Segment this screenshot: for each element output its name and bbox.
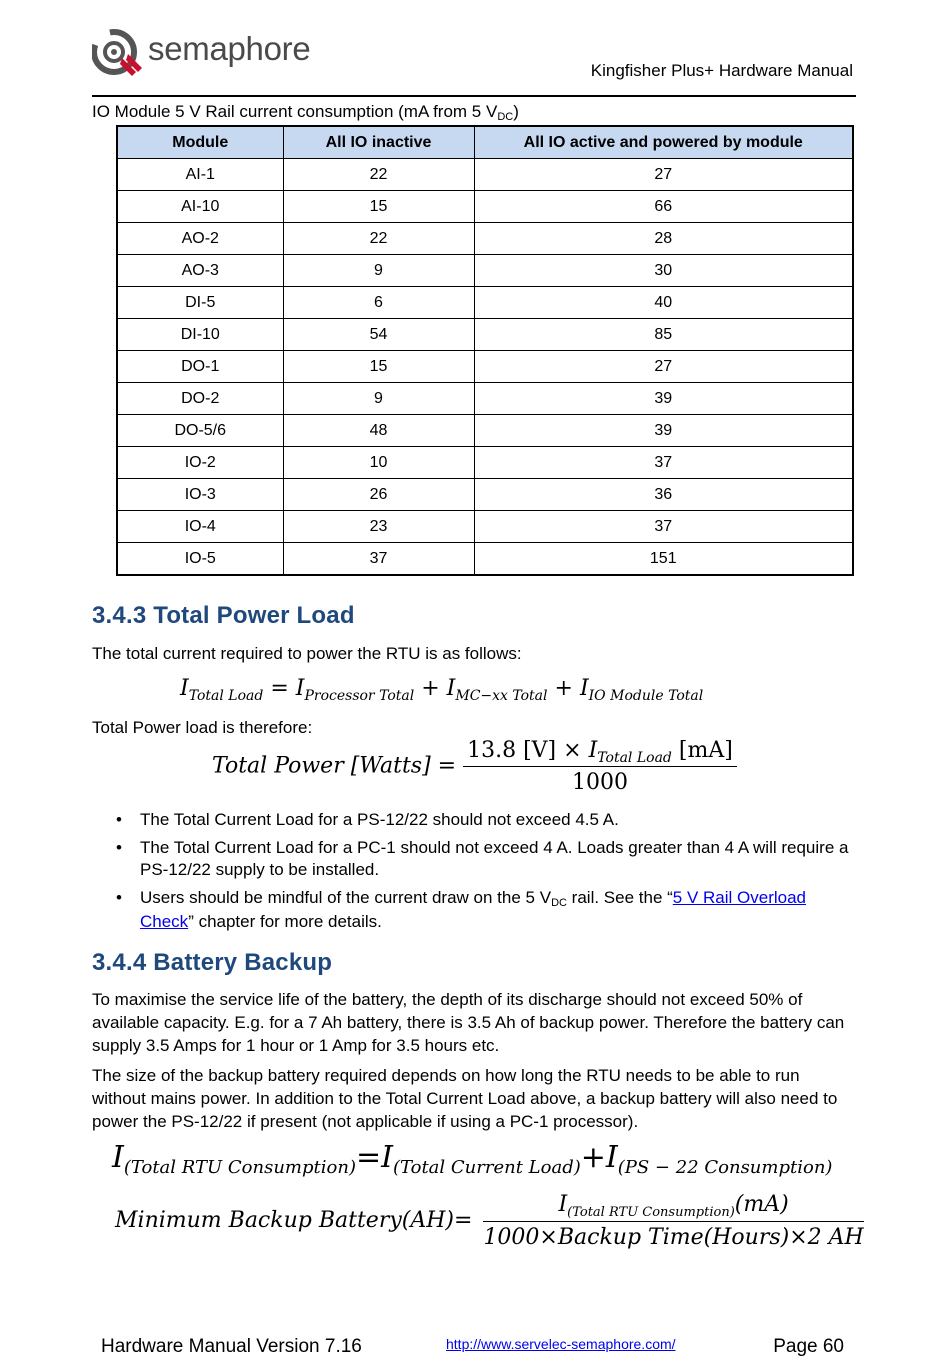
cell-module: AO-2: [117, 223, 283, 255]
cell-inactive: 26: [283, 479, 474, 511]
table-row: [117, 159, 853, 191]
table-row: [117, 543, 853, 576]
cell-module: DI-10: [117, 319, 283, 351]
cell-active: 40: [474, 287, 853, 319]
table-header-row: [117, 126, 853, 159]
overload-check-link[interactable]: 5 V Rail Overload Check: [140, 888, 807, 931]
cell-inactive: 9: [283, 255, 474, 287]
cell-inactive: 6: [283, 287, 474, 319]
cell-module: IO-2: [117, 447, 283, 479]
equation-total-power: Total Power [Watts] = $\frac{13.8 [V] \times I_{Total Load} [mA]}{1000}$: [212, 738, 737, 795]
cell-inactive: 9: [283, 383, 474, 415]
paragraph: The size of the backup battery required depends on how long the RTU needs to be able to run without mains power. In addition to the Total Current Load above, a backup battery will also need to power the PS-12/22 if present (not applicable if using a PC-1 processor).: [92, 1066, 838, 1131]
cell-module: DO-5/6: [117, 415, 283, 447]
cell-module: DI-5: [117, 287, 283, 319]
cell-active: 37: [474, 447, 853, 479]
table-row: [117, 447, 853, 479]
document-title: Kingfisher Plus+ Hardware Manual: [590, 61, 853, 80]
footer-version: Hardware Manual Version 7.16: [101, 1336, 362, 1357]
footer-website-link[interactable]: http://www.servelec-semaphore.com/: [446, 1336, 676, 1352]
cell-module: IO-3: [117, 479, 283, 511]
table-caption: IO Module 5 V Rail current consumption (mA from 5 $V_{DC}$): [92, 102, 519, 123]
cell-active: 27: [474, 159, 853, 191]
cell-module: IO-4: [117, 511, 283, 543]
cell-module: AI-10: [117, 191, 283, 223]
equation-total-load: $I_{Total Load} = I_{Processor Total} + I_{MC-xx Total} + I_{IO Module Total}$: [180, 676, 704, 704]
section-heading-battery-backup: 3.4.4 Battery Backup: [92, 949, 333, 976]
column-header-active: All IO active and powered by module: [474, 126, 853, 159]
column-header-module: Module: [117, 126, 283, 159]
cell-module: DO-1: [117, 351, 283, 383]
cell-active: 30: [474, 255, 853, 287]
table-row: [117, 255, 853, 287]
cell-module: DO-2: [117, 383, 283, 415]
cell-module: AI-1: [117, 159, 283, 191]
cell-module: IO-5: [117, 543, 283, 576]
cell-active: 39: [474, 415, 853, 447]
header-divider: [92, 95, 856, 97]
paragraph: Total Power load is therefore:: [92, 718, 313, 737]
cell-inactive: 54: [283, 319, 474, 351]
table-row: [117, 191, 853, 223]
footer-page-number: Page 60: [773, 1336, 844, 1357]
cell-active: 39: [474, 383, 853, 415]
cell-active: 27: [474, 351, 853, 383]
table-row: [117, 319, 853, 351]
equation-total-rtu-consumption: $I_{(Total RTU Consumption)}=I_{(Total Current Load)}+I_{(PS - 22 Consumption)}$: [112, 1140, 833, 1178]
paragraph: To maximise the service life of the battery, the depth of its discharge should not exceed 50% of available capacity. E.g. for a 7 Ah battery, there is 3.5 Ah of backup power. Therefore the battery can supply 3.5 Amps for 1 hour or 1 Amp for 3.5 hours etc.: [92, 990, 845, 1055]
list-item: • The Total Current Load for a PC-1 should not exceed 4 A. Loads greater than 4 A will require a PS-12/22 supply to be installed.: [116, 838, 849, 879]
table-row: [117, 287, 853, 319]
paragraph: The total current required to power the RTU is as follows:: [92, 644, 522, 663]
cell-module: AO-3: [117, 255, 283, 287]
table-row: [117, 511, 853, 543]
cell-inactive: 23: [283, 511, 474, 543]
logo-text: semaphore: [148, 30, 311, 67]
table-row: [117, 383, 853, 415]
cell-active: 151: [474, 543, 853, 576]
cell-active: 37: [474, 511, 853, 543]
io-module-current-table: [116, 125, 854, 576]
cell-active: 28: [474, 223, 853, 255]
table-row: [117, 479, 853, 511]
bullet-list: [92, 809, 862, 939]
cell-inactive: 15: [283, 191, 474, 223]
cell-inactive: 22: [283, 223, 474, 255]
list-item: • The Total Current Load for a PS-12/22 should not exceed 4.5 A.: [116, 810, 619, 829]
column-header-inactive: All IO inactive: [283, 126, 474, 159]
semaphore-logo-icon: [92, 28, 146, 78]
cell-inactive: 37: [283, 543, 474, 576]
table-row: [117, 415, 853, 447]
cell-active: 85: [474, 319, 853, 351]
cell-active: 66: [474, 191, 853, 223]
table-row: [117, 351, 853, 383]
cell-inactive: 22: [283, 159, 474, 191]
table-row: [117, 223, 853, 255]
cell-inactive: 48: [283, 415, 474, 447]
cell-inactive: 15: [283, 351, 474, 383]
cell-active: 36: [474, 479, 853, 511]
equation-minimum-backup-battery: Minimum Backup Battery(AH)= $\frac{I_{(Total RTU Consumption)}(mA)}{\text{1000×Backup Time(Hours)×2 AH}}$: [115, 1192, 864, 1250]
list-item: • Users should be mindful of the current draw on the 5 $V_{DC}$ rail. See the “5 V Rail Overload Check” chapter for more details.: [116, 888, 807, 931]
cell-inactive: 10: [283, 447, 474, 479]
section-heading-total-power-load: 3.4.3 Total Power Load: [92, 602, 355, 629]
